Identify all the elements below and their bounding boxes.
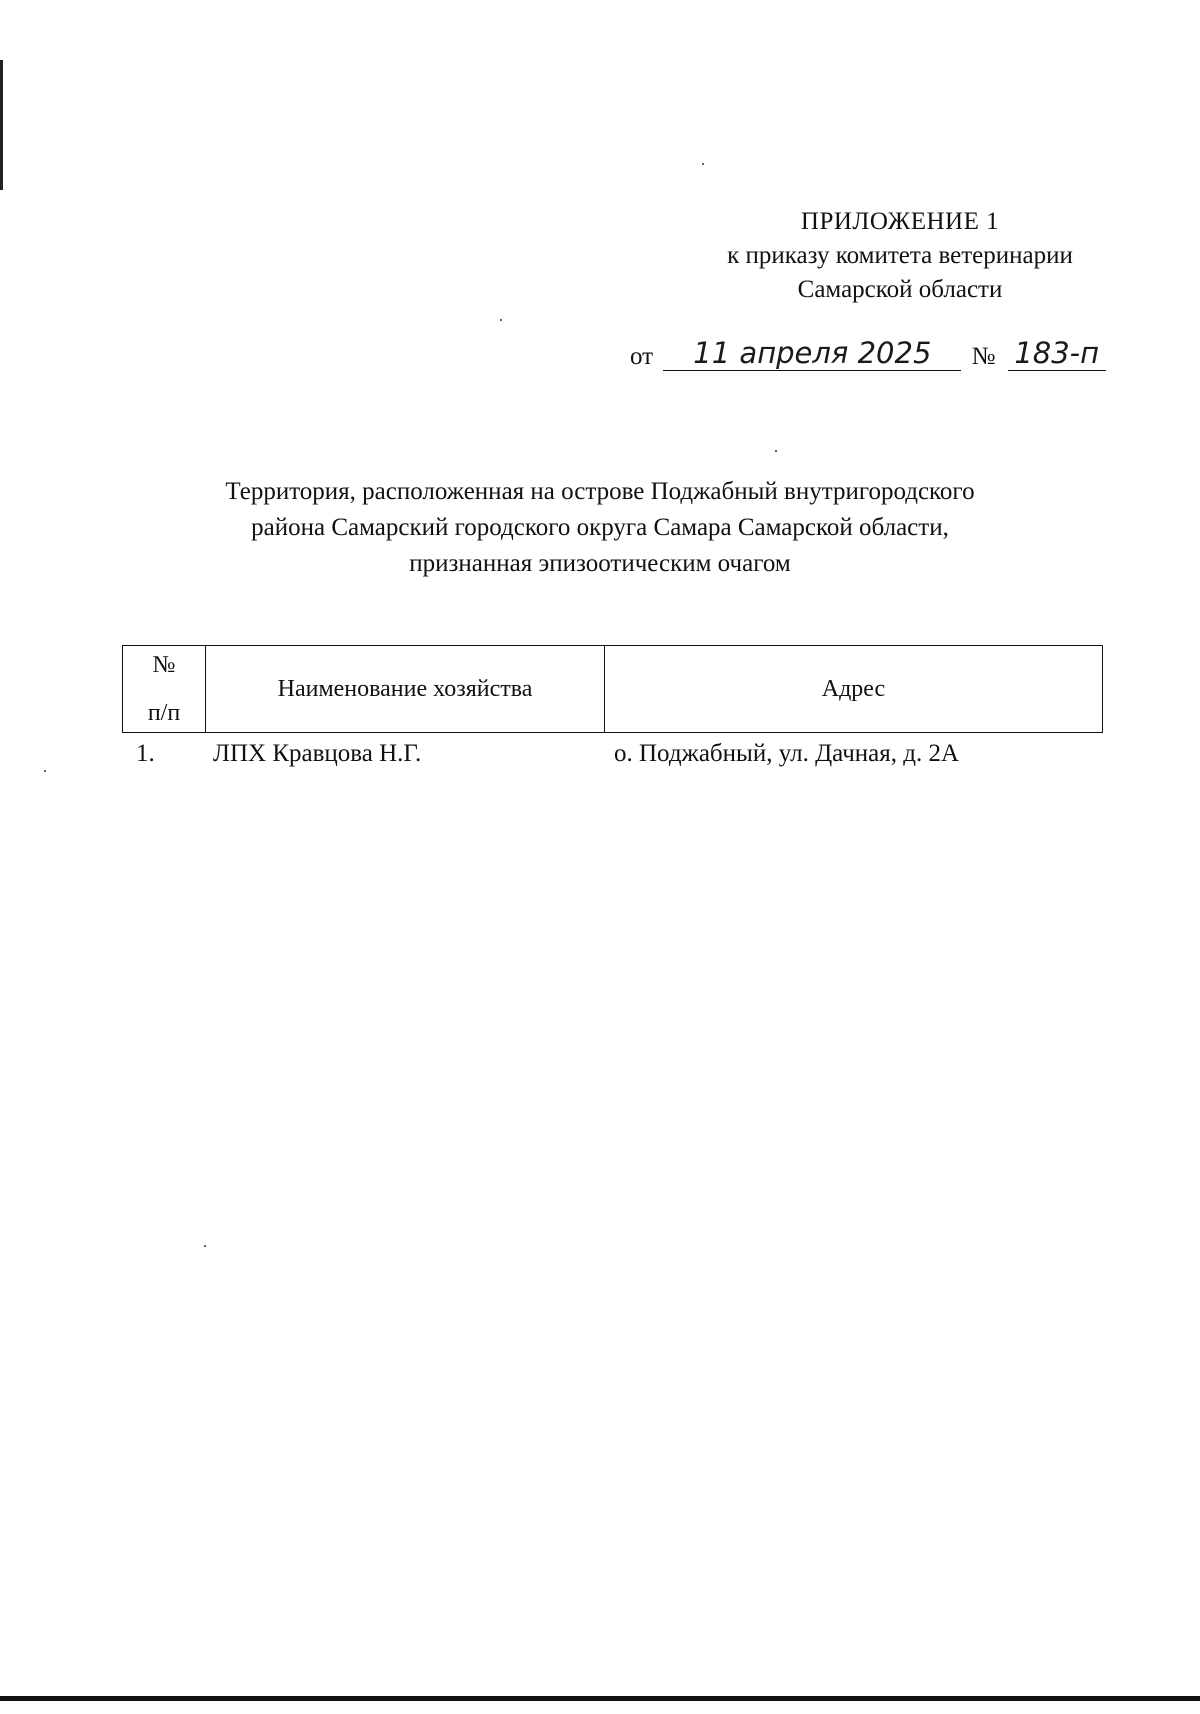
scan-speck <box>702 163 704 165</box>
heading-line-3: признанная эпизоотическим очагом <box>409 550 791 577</box>
scan-speck <box>775 450 777 452</box>
handwritten-number: 183-п <box>1008 336 1106 371</box>
header-number-cell <box>123 646 206 732</box>
header-address-cell: Адрес <box>821 675 886 702</box>
row-address: о. Поджабный, ул. Дачная, д. 2А <box>614 740 960 767</box>
heading-line-1: Территория, расположенная на острове Поджабный внутригородского <box>225 478 975 505</box>
row-number: 1. <box>136 740 155 767</box>
number-label: № <box>971 343 996 370</box>
scan-speck <box>500 319 502 321</box>
header-name-cell: Наименование хозяйства <box>206 646 605 732</box>
scan-speck <box>204 1245 206 1247</box>
table-header <box>122 645 1103 733</box>
appendix-line-1: к приказу комитета ветеринарии <box>727 242 1073 269</box>
header-number-pp: п/п <box>147 700 181 726</box>
scan-bottom-edge <box>0 1696 1200 1701</box>
appendix-line-2: Самарской области <box>797 276 1003 303</box>
table-row <box>0 740 1200 776</box>
from-label: от <box>630 343 654 370</box>
appendix-header <box>690 205 1110 307</box>
document-heading <box>200 474 1000 582</box>
appendix-title: ПРИЛОЖЕНИЕ 1 <box>800 208 1000 235</box>
heading-line-2: района Самарский городского округа Самара Самарской области, <box>251 514 949 541</box>
order-date-number <box>630 336 1106 376</box>
header-number-symbol: № <box>152 652 176 678</box>
scan-edge-mark <box>0 60 3 190</box>
row-farm-name: ЛПХ Кравцова Н.Г. <box>213 740 422 767</box>
handwritten-date: 11 апреля 2025 <box>663 336 961 371</box>
